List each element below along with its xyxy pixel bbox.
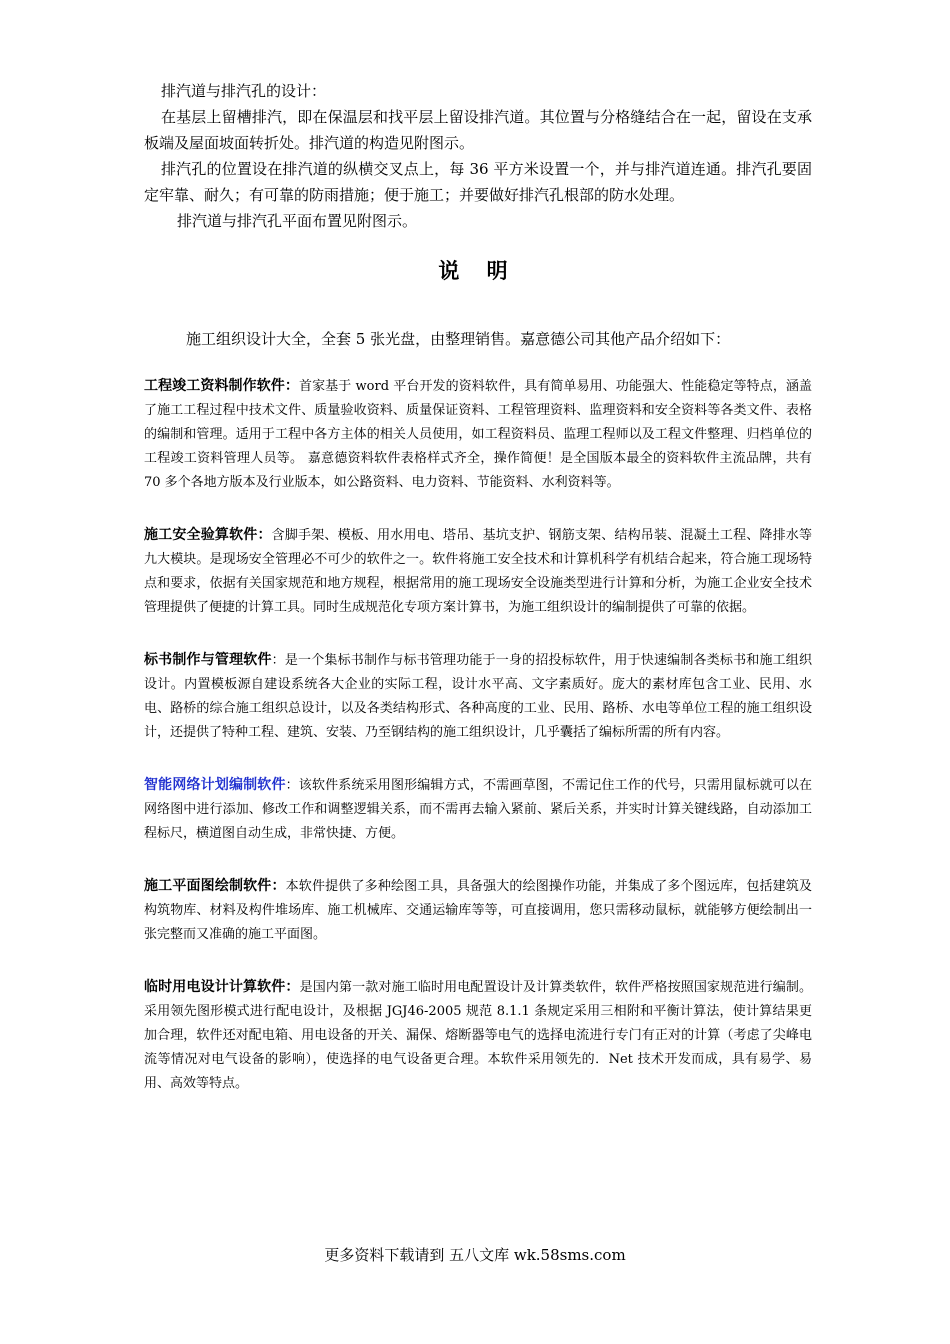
product-description: ：是一个集标书制作与标书管理功能于一身的招投标软件，用于快速编制各类标书和施工组织设计。内置模板源自建设系统各大企业的实际工程，设计水平高、文字素质好。庞大的素材库包含工业、民用、水电、路桥的综合施工组织总设计，以及各类结构形式、各种高度的工业、民用、路桥、水电等单位工程的施工组织设计，还提供了特种工程、建筑、安装、乃至钢结构的施工组织设计，几乎囊括了编标所需的所有内容。	[144, 653, 812, 740]
intro-heading: 排汽道与排汽孔的设计：	[161, 82, 327, 100]
product-description: 含脚手架、模板、用水用电、塔吊、基坑支护、钢筋支架、结构吊装、混凝土工程、降排水等九大模块。是现场安全管理必不可少的软件之一。软件将施工安全技术和计算机科学有机结合起来，符合施工现场特点和要求，依据有关国家规范和地方规程，根据常用的施工现场安全设施类型进行计算和分析，为施工企业安全技术管理提供了便捷的计算工具。同时生成规范化专项方案计算书，为施工组织设计的编制提供了可靠的依据。	[144, 528, 812, 615]
product-section	[144, 975, 812, 1096]
intro-paragraph-1: 在基层上留槽排汽，即在保温层和找平层上留设排汽道。其位置与分格缝结合在一起，留设在支承板端及屋面坡面转折处。排汽道的构造见附图示。	[144, 108, 812, 152]
footer-download-link[interactable]: 更多资料下载请到 五八文库 wk.58sms.com	[324, 1246, 626, 1264]
lead-paragraph: 施工组织设计大全，全套 5 张光盘，由整理销售。嘉意德公司其他产品介绍如下：	[186, 330, 731, 348]
product-description: 首家基于 word 平台开发的资料软件，具有简单易用、功能强大、性能稳定等特点，涵盖了施工工程过程中技术文件、质量验收资料、质量保证资料、工程管理资料、监理资料和安全资料等各类文件、表格的编制和管理。适用于工程中各方主体的相关人员使用，如工程资料员、监理工程师以及工程文件整理、归档单位的工程竣工资料管理人员等。 嘉意德资料软件表格样式齐全，操作简便！是全国版本最全的资料软件主流品牌，共有 70 多个各地方版本及行业版本，如公路资料、电力资料、节能资料、水利资料等。	[144, 379, 813, 490]
product-name: 工程竣工资料制作软件：	[144, 378, 299, 394]
product-name: 标书制作与管理软件	[144, 652, 272, 668]
product-name: 施工安全验算软件：	[144, 527, 272, 543]
product-section	[144, 773, 812, 846]
product-name: 临时用电设计计算软件：	[144, 979, 300, 995]
product-description: 是国内第一款对施工临时用电配置设计及计算类软件，软件严格按照国家规范进行编制。采用领先图形模式进行配电设计，及根据 JGJ46-2005 规范 8.1.1 条规定采用三相附和平衡计算法，使计算结果更加合理，软件还对配电箱、用电设备的开关、漏保、熔断器等电气的选择电流进行专门有正对的计算（考虑了尖峰电流等情况对电气设备的影响），使选择的电气设备更合理。本软件采用领先的．Net 技术开发而成，具有易学、易用、高效等特点。	[144, 980, 812, 1091]
intro-paragraph-2: 排汽孔的位置设在排汽道的纵横交叉点上，每 36 平方米设置一个，并与排汽道连通。排汽孔要固定牢靠、耐久；有可靠的防雨措施；便于施工；并要做好排汽孔根部的防水处理。	[144, 160, 812, 204]
product-section	[144, 523, 812, 620]
page-title: 说 明	[438, 258, 518, 283]
product-description: ：该软件系统采用图形编辑方式，不需画草图，不需记住工作的代号，只需用鼠标就可以在网络图中进行添加、修改工作和调整逻辑关系，而不需再去输入紧前、紧后关系，并实时计算关键线路，自动添加工程标尺，横道图自动生成，非常快捷、方便。	[144, 778, 812, 841]
product-section	[144, 374, 812, 495]
document-page	[144, 78, 812, 1096]
intro-paragraph-3: 排汽道与排汽孔平面布置见附图示。	[177, 212, 418, 230]
intro-block	[144, 78, 812, 234]
product-name-link[interactable]: 智能网络计划编制软件	[144, 777, 286, 793]
product-name: 施工平面图绘制软件：	[144, 878, 286, 894]
product-section	[144, 648, 812, 745]
product-section	[144, 874, 812, 947]
product-description: 本软件提供了多种绘图工具，具备强大的绘图操作功能，并集成了多个图远库，包括建筑及构筑物库、材料及构件堆场库、施工机械库、交通运输库等等，可直接调用，您只需移动鼠标，就能够方便绘制出一张完整而又准确的施工平面图。	[144, 879, 812, 942]
